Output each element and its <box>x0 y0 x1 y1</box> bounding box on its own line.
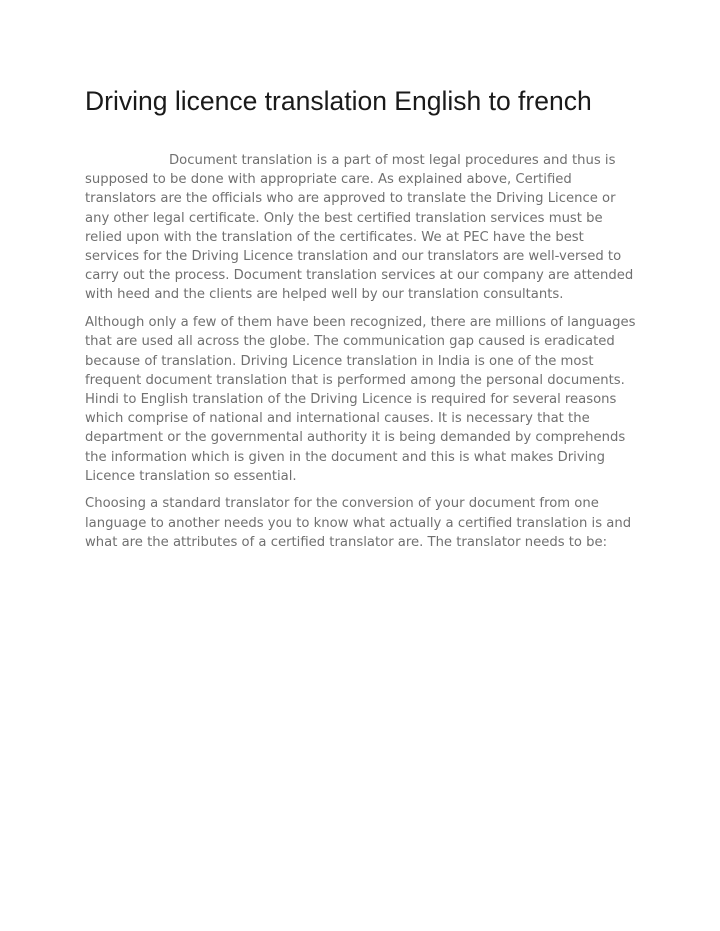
paragraph-languages: Although only a few of them have been recognized, there are millions of languages that are used all across the globe. The communication gap caused is eradicated because of translation. Driving Licence translation in India is one of the most frequent document translation that is performed among the personal documents. Hindi to English translation of the Driving Licence is required for several reasons which comprise of national and international causes. It is necessary that the department or the governmental authority it is being demanded by comprehends the information which is given in the document and this is what makes Driving Licence translation so essential. <box>85 315 636 484</box>
paragraph-intro: Document translation is a part of most legal procedures and thus is supposed to be done with appropriate care. As explained above, Certified translators are the officials who are approved to translate the Driving Licence or any other legal certificate. Only the best certified translation services must be relied upon with the translation of the certificates. We at PEC have the best services for the Driving Licence translation and our translators are well-versed to carry out the process. Document translation services at our company are attended with heed and the clients are helped well by our translation consultants. <box>85 153 634 303</box>
document-body <box>85 151 636 561</box>
paragraph-choosing-translator: Choosing a standard translator for the conversion of your document from one language to another needs you to know what actually a certified translation is and what are the attributes of a certified translator are. The translator needs to be: <box>85 496 632 550</box>
document-title: Driving licence translation English to french <box>85 86 592 116</box>
